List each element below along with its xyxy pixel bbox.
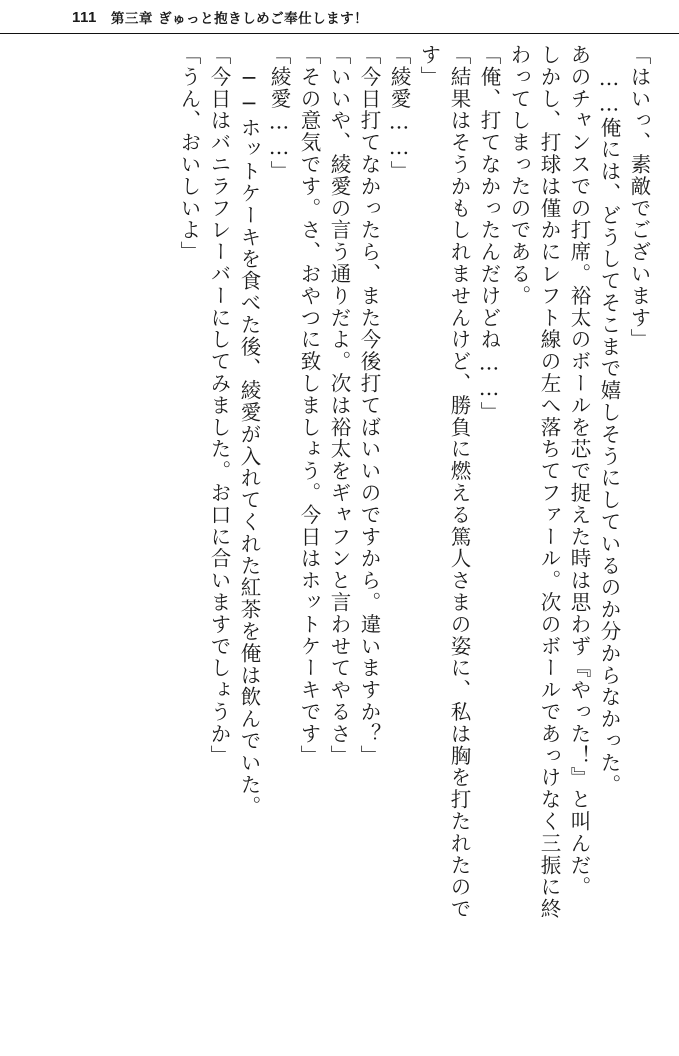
page-body [30,44,649,1034]
text-column: あのチャンスでの打席。裕太のボールを芯で捉えた時は思わず『やった！』と叫んだ。 [567,44,591,899]
text-column: 「結果はそうかもしれませんけど、勝負に燃える篤人さまの姿に、私は胸を打たれたので [447,44,471,920]
chapter-title: 第三章 ぎゅっと抱きしめご奉仕します！ [110,11,369,27]
text-column: 「いいや、綾愛の言う通りだよ。次は裕太をギャフンと言わせてやるさ」 [327,44,351,767]
page-number: 111 [72,8,97,26]
text-column: 「はいっ、素敵でございます」 [627,44,651,351]
text-column: しかし、打球は僅かにレフト線の左へ落ちてファール。次のボールであっけなく三振に終 [537,44,561,920]
header-rule [0,33,679,34]
text-column: 「綾愛……」 [387,44,411,183]
text-column: 「その意気です。さ、おやつに致しましょう。今日はホットケーキです」 [297,44,321,767]
text-column: 「うん、おいしいよ」 [177,44,201,263]
vertical-text-columns [30,44,649,1034]
text-column: 「俺、打てなかったんだけどね……」 [477,44,501,424]
text-column: 「今日打てなかったら、また今後打てばいいのですから。違いますか？」 [357,44,381,767]
text-column: わってしまったのである。 [507,44,531,307]
text-column: 「今日はバニラフレーバーにしてみました。お口に合いますでしょうか」 [207,44,231,767]
text-column: ……俺には、どうしてそこまで嬉しそうにしているのか分からなかった。 [597,66,621,796]
text-column: ──ホットケーキを食べた後、綾愛が入れてくれた紅茶を俺は飲んでいた。 [237,66,261,818]
page-header [0,0,679,34]
text-column: 「綾愛……」 [267,44,291,183]
text-column: す」 [417,44,441,88]
